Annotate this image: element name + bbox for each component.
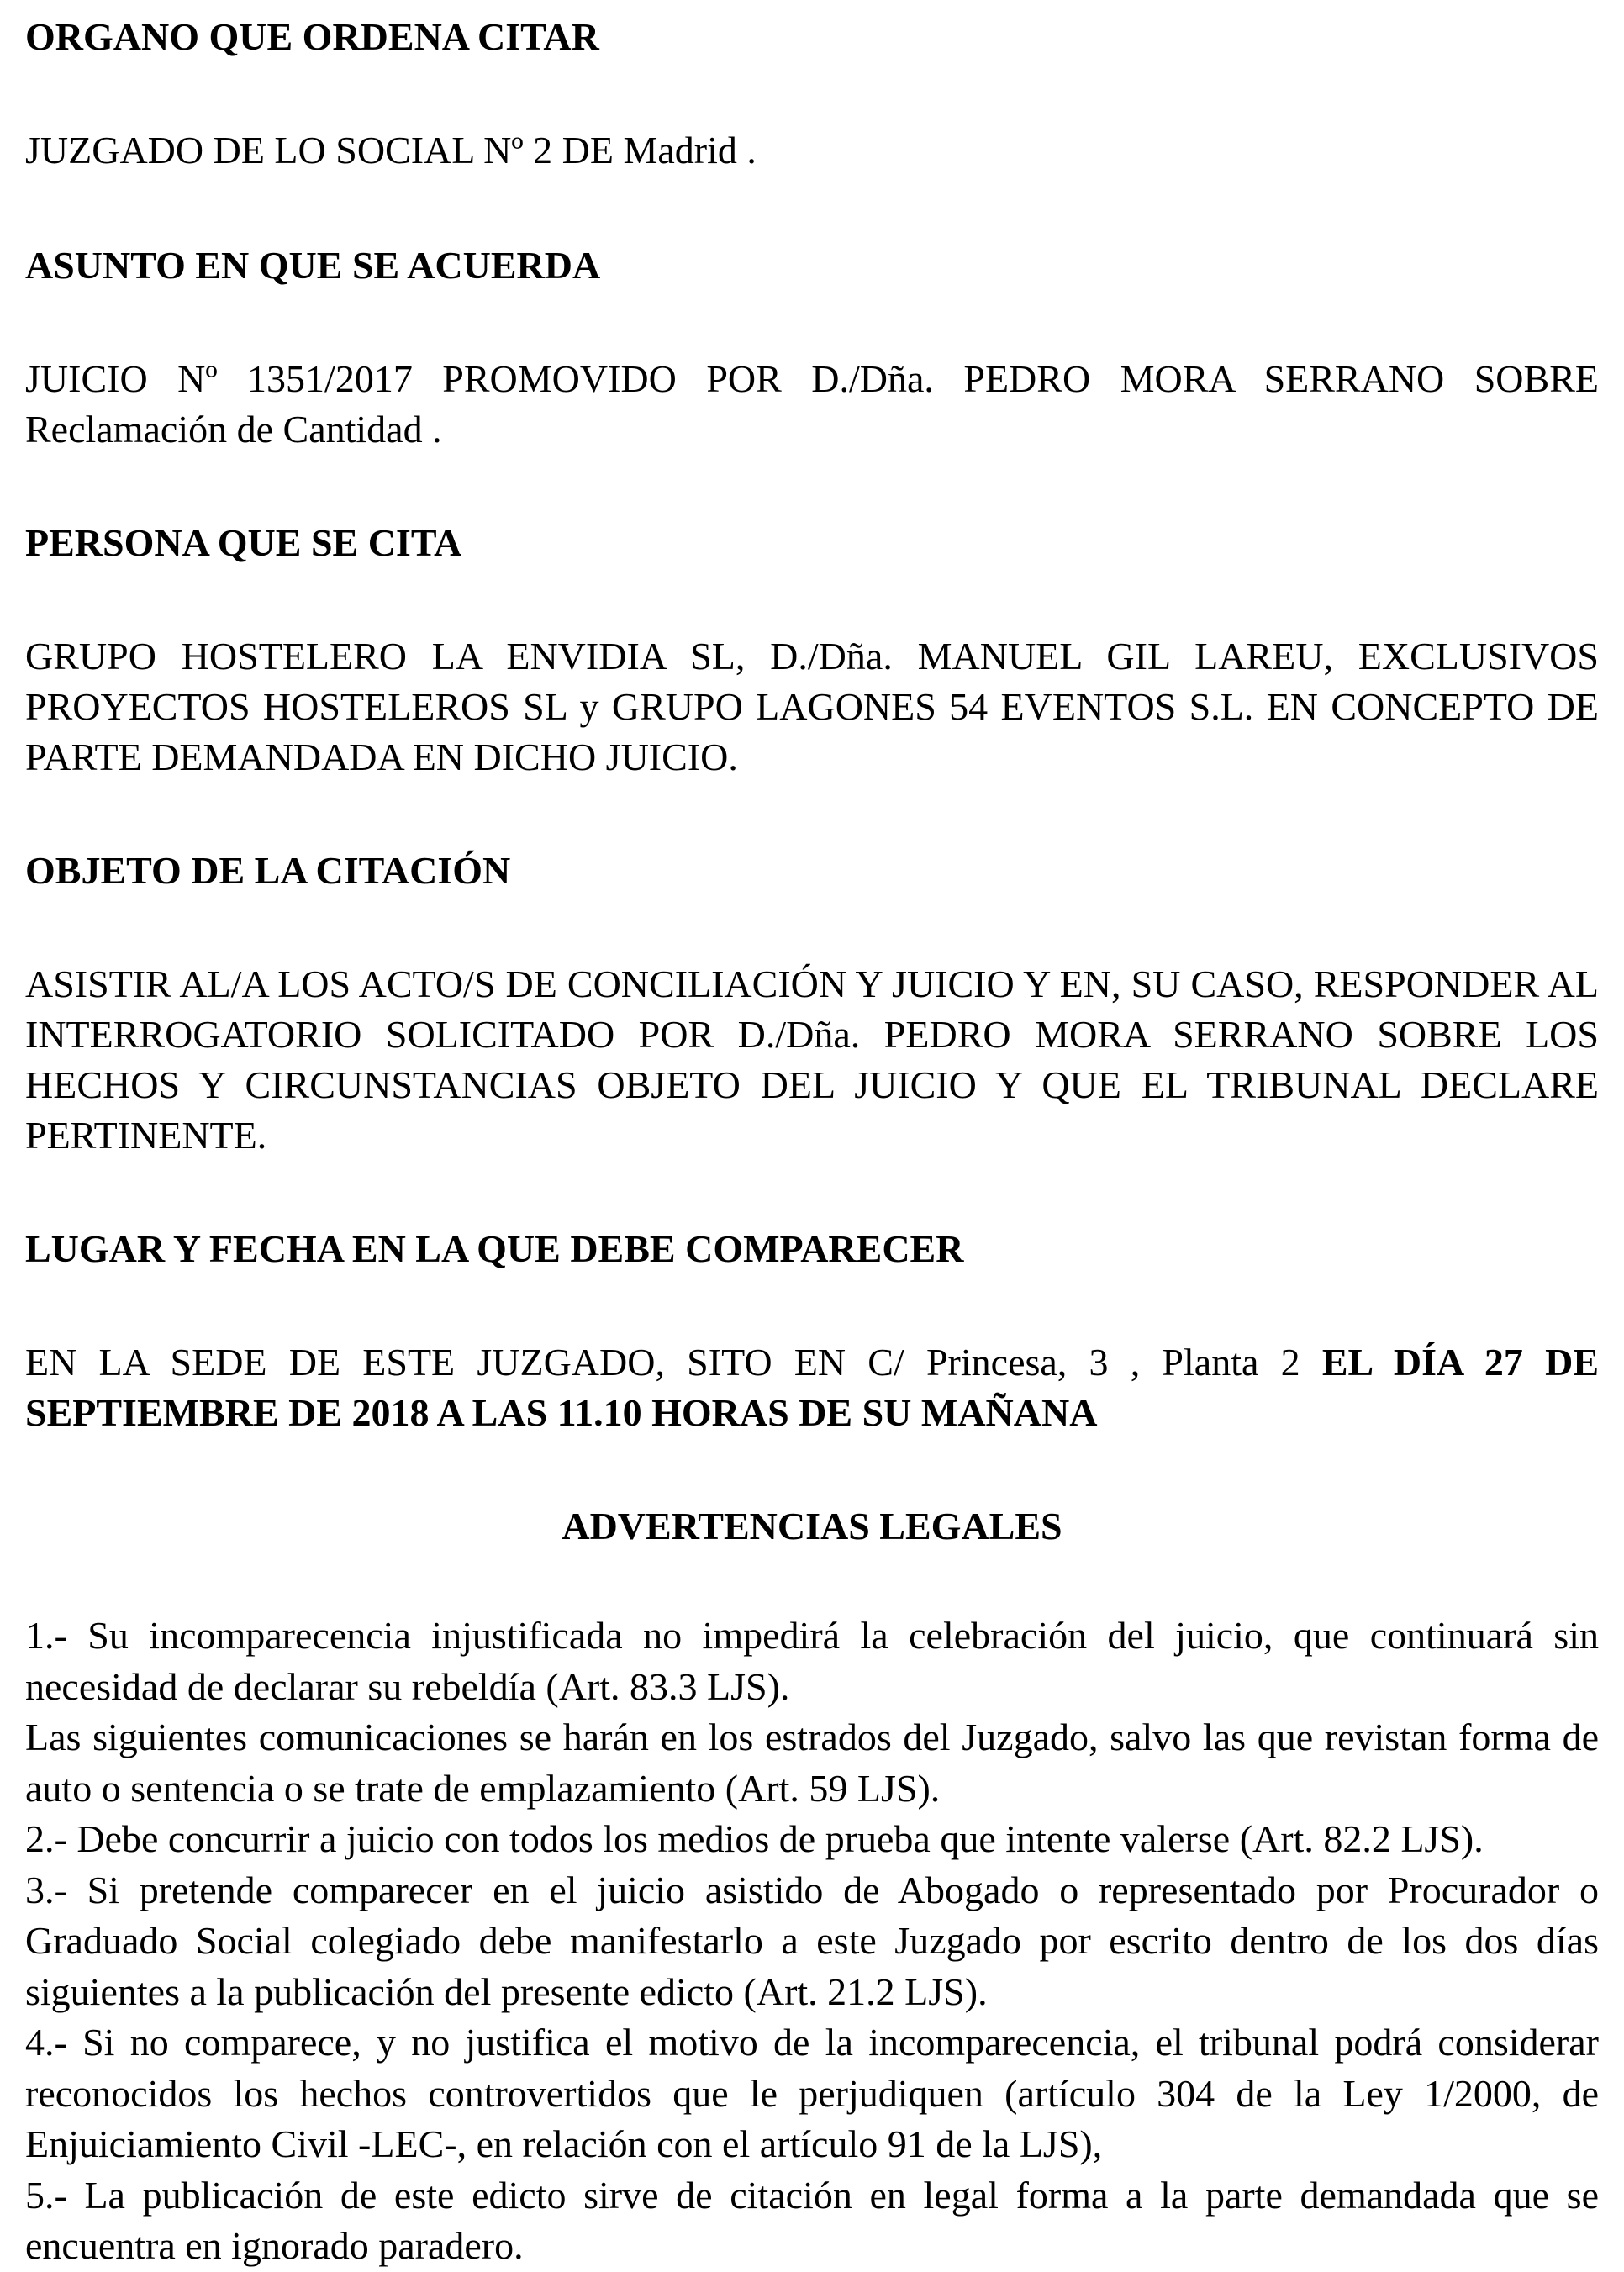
heading-persona: PERSONA QUE SE CITA (25, 521, 462, 564)
text-organo: JUZGADO DE LO SOCIAL Nº 2 DE Madrid . (25, 129, 757, 171)
text-asunto: JUICIO Nº 1351/2017 PROMOVIDO POR D./Dña. PEDRO MORA SERRANO SOBRE Reclamación de Cantidad . (25, 357, 1599, 451)
text-lugar-date: EL DÍA 27 DE SEPTIEMBRE DE 2018 A LAS 11.10 HORAS DE SU MAÑANA (25, 1341, 1600, 1434)
advertencia-item: 3.- Si pretende comparecer en el juicio asistido de Abogado o representado por Procurador o Graduado Social colegiado debe manifestarlo a este Juzgado por escrito dentro de los dos días siguientes a la publicación del presente edicto (Art. 21.2 LJS). (25, 1868, 1599, 2013)
heading-lugar: LUGAR Y FECHA EN LA QUE DEBE COMPARECER (25, 1227, 964, 1270)
advertencia-item: 4.- Si no comparece, y no justifica el motivo de la incomparecencia, el tribunal podrá considerar reconocidos los hechos controvertidos que le perjudiquen (artículo 304 de la Ley 1/2000, de Enjuiciamiento Civil -LEC-, en relación con el artículo 91 de la LJS), (25, 2021, 1599, 2165)
advertencia-item: 5.- La publicación de este edicto sirve de citación en legal forma a la parte demandada que se encuentra en ignorado paradero. (25, 2173, 1599, 2267)
heading-objeto: OBJETO DE LA CITACIÓN (25, 849, 511, 892)
advertencias-title: ADVERTENCIAS LEGALES (562, 1505, 1062, 1547)
citation-document (25, 0, 1599, 2272)
text-lugar (25, 1337, 1599, 1438)
advertencia-item: Las siguientes comunicaciones se harán en los estrados del Juzgado, salvo las que revistan forma de auto o sentencia o se trate de emplazamiento (Art. 59 LJS). (25, 1716, 1599, 1810)
text-persona: GRUPO HOSTELERO LA ENVIDIA SL, D./Dña. MANUEL GIL LAREU, EXCLUSIVOS PROYECTOS HOSTELEROS SL y GRUPO LAGONES 54 EVENTOS S.L. EN CONCEPTO DE PARTE DEMANDADA EN DICHO JUICIO. (25, 635, 1599, 778)
advertencias-list (25, 1610, 1599, 2272)
advertencia-item: 1.- Su incomparecencia injustificada no impedirá la celebración del juicio, que continuará sin necesidad de declarar su rebeldía (Art. 83.3 LJS). (25, 1614, 1599, 1708)
text-lugar-plain: EN LA SEDE DE ESTE JUZGADO, SITO EN C/ Princesa, 3 , Planta 2 (25, 1341, 1300, 1384)
advertencia-item: 2.- Debe concurrir a juicio con todos los medios de prueba que intente valerse (Art. 82.2 LJS). (25, 1817, 1484, 1860)
heading-organo: ORGANO QUE ORDENA CITAR (25, 15, 599, 58)
text-objeto: ASISTIR AL/A LOS ACTO/S DE CONCILIACIÓN Y JUICIO Y EN, SU CASO, RESPONDER AL INTERROGATORIO SOLICITADO POR D./Dña. PEDRO MORA SERRANO SOBRE LOS HECHOS Y CIRCUNSTANCIAS OBJETO DEL JUICIO Y QUE EL TRIBUNAL DECLARE PERTINENTE. (25, 962, 1599, 1157)
heading-asunto: ASUNTO EN QUE SE ACUERDA (25, 244, 601, 287)
